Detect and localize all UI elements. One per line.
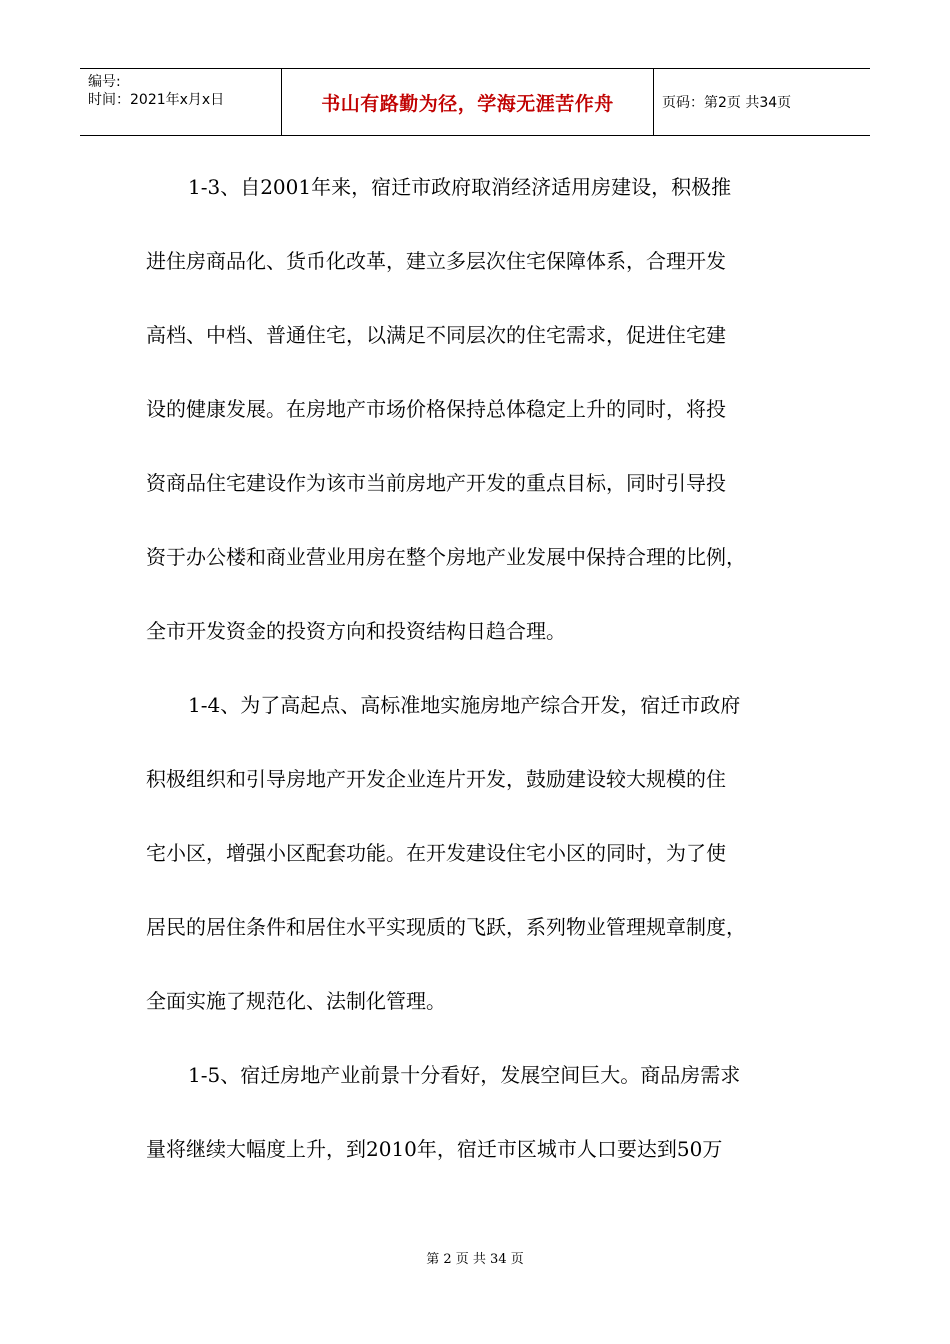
header-left-cell: [80, 69, 281, 135]
paragraph-line: 进住房商品化、货币化改革，建立多层次住宅保障体系，合理开发: [146, 249, 726, 273]
page-footer: [0, 1248, 950, 1267]
paragraph-line: 居民的居住条件和居住水平实现质的飞跃，系列物业管理规章制度，: [146, 915, 746, 939]
paragraph-line: 宅小区，增强小区配套功能。在开发建设住宅小区的同时，为了使: [146, 841, 726, 865]
paragraph: [146, 668, 808, 1038]
paragraph-line: 设的健康发展。在房地产市场价格保持总体稳定上升的同时，将投: [146, 397, 726, 421]
paragraph-line: 1-5、宿迁房地产业前景十分看好，发展空间巨大。商品房需求: [188, 1063, 741, 1087]
document-time-label: 时间：2021年x月x日: [88, 92, 225, 108]
document-number-label: 编号:: [88, 74, 121, 90]
paragraph-line: 积极组织和引导房地产开发企业连片开发，鼓励建设较大规模的住: [146, 767, 726, 791]
paragraph-line: 全面实施了规范化、法制化管理。: [146, 989, 446, 1013]
paragraph-line: 1-4、为了高起点、高标准地实施房地产综合开发，宿迁市政府: [188, 693, 741, 717]
paragraph-line: 量将继续大幅度上升，到2010年，宿迁市区城市人口要达到50万: [146, 1137, 723, 1161]
header-motto: 书山有路勤为径，学海无涯苦作舟: [321, 92, 614, 115]
paragraph-line: 全市开发资金的投资方向和投资结构日趋合理。: [146, 619, 566, 643]
paragraph-line: 资于办公楼和商业营业用房在整个房地产业发展中保持合理的比例，: [146, 545, 746, 569]
paragraph: [146, 150, 808, 668]
paragraph-line: 1-3、自2001年来，宿迁市政府取消经济适用房建设，积极推: [188, 175, 732, 199]
header-page-info-cell: [654, 69, 870, 135]
paragraph: [146, 1038, 808, 1186]
header-page-info: 页码：第2页 共34页: [662, 95, 792, 111]
header-motto-cell: [281, 69, 654, 135]
footer-page-number: 第 2 页 共 34 页: [426, 1252, 524, 1267]
paragraph-line: 高档、中档、普通住宅，以满足不同层次的住宅需求，促进住宅建: [146, 323, 726, 347]
document-body: [146, 150, 808, 1186]
paragraph-line: 资商品住宅建设作为该市当前房地产开发的重点目标，同时引导投: [146, 471, 726, 495]
document-header: [80, 68, 870, 136]
